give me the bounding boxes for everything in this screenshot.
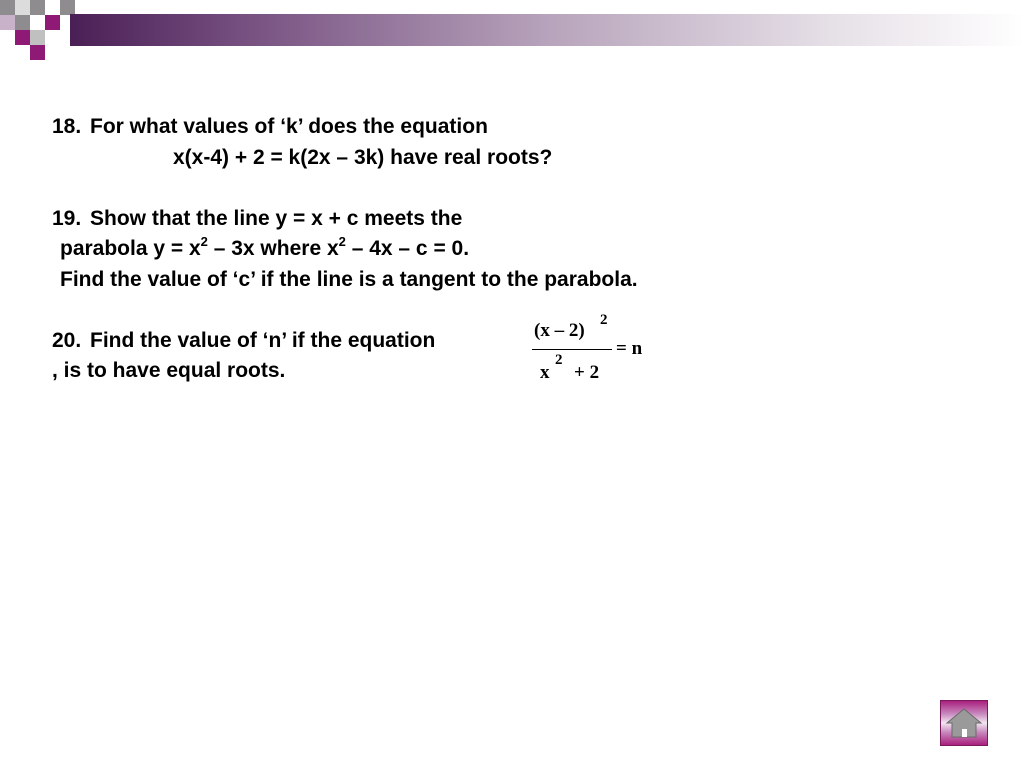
header-square: [30, 0, 45, 15]
header-square: [30, 45, 45, 60]
question-text: parabola y = x: [60, 237, 201, 260]
header-square: [60, 0, 75, 15]
header-square: [30, 15, 45, 30]
header-square: [15, 15, 30, 30]
question-number: 20.: [52, 328, 82, 352]
question-20-line-2: , is to have equal roots.: [52, 359, 286, 382]
question-text: – 4x – c = 0.: [345, 237, 470, 260]
fraction-bar: [532, 349, 612, 350]
superscript: 2: [200, 234, 208, 249]
header-square: [0, 15, 15, 30]
question-number: 19.: [52, 206, 82, 230]
question-number: 18.: [52, 115, 82, 138]
question-20-line-1: [52, 326, 972, 357]
superscript: 2: [338, 234, 346, 249]
fraction-formula: [530, 312, 660, 392]
formula-denominator-exponent: 2: [555, 352, 563, 368]
question-19-line-3: Find the value of ‘c’ if the line is a tangent to the parabola.: [60, 267, 638, 291]
formula-denominator-x: x: [540, 362, 550, 383]
formula-numerator: (x – 2): [534, 320, 585, 341]
header-gradient-bar: [70, 14, 1024, 46]
question-text: For what values of ‘k’ does the equation: [90, 115, 488, 138]
question-text: Find the value of ‘n’ if the equation: [90, 328, 436, 352]
header-square: [15, 0, 30, 15]
header-square: [15, 30, 30, 45]
question-19-line-2: [52, 234, 972, 265]
header-square: [0, 30, 15, 45]
slide-content: [52, 112, 972, 387]
question-text: Show that the line y = x + c meets the: [90, 206, 463, 230]
header-square: [45, 15, 60, 30]
home-button[interactable]: [940, 700, 988, 746]
question-18-equation: x(x-4) + 2 = k(2x – 3k) have real roots?: [173, 145, 553, 169]
header-square: [0, 0, 15, 15]
question-19-line-1: [52, 204, 972, 235]
header-square: [30, 30, 45, 45]
question-18-line-1: [52, 112, 972, 143]
home-icon: [943, 703, 985, 743]
question-text: – 3x where x: [207, 237, 339, 260]
header-square: [45, 0, 60, 15]
formula-denominator-rest: + 2: [574, 362, 600, 383]
formula-rhs: = n: [616, 338, 643, 359]
formula-numerator-exponent: 2: [600, 312, 608, 328]
